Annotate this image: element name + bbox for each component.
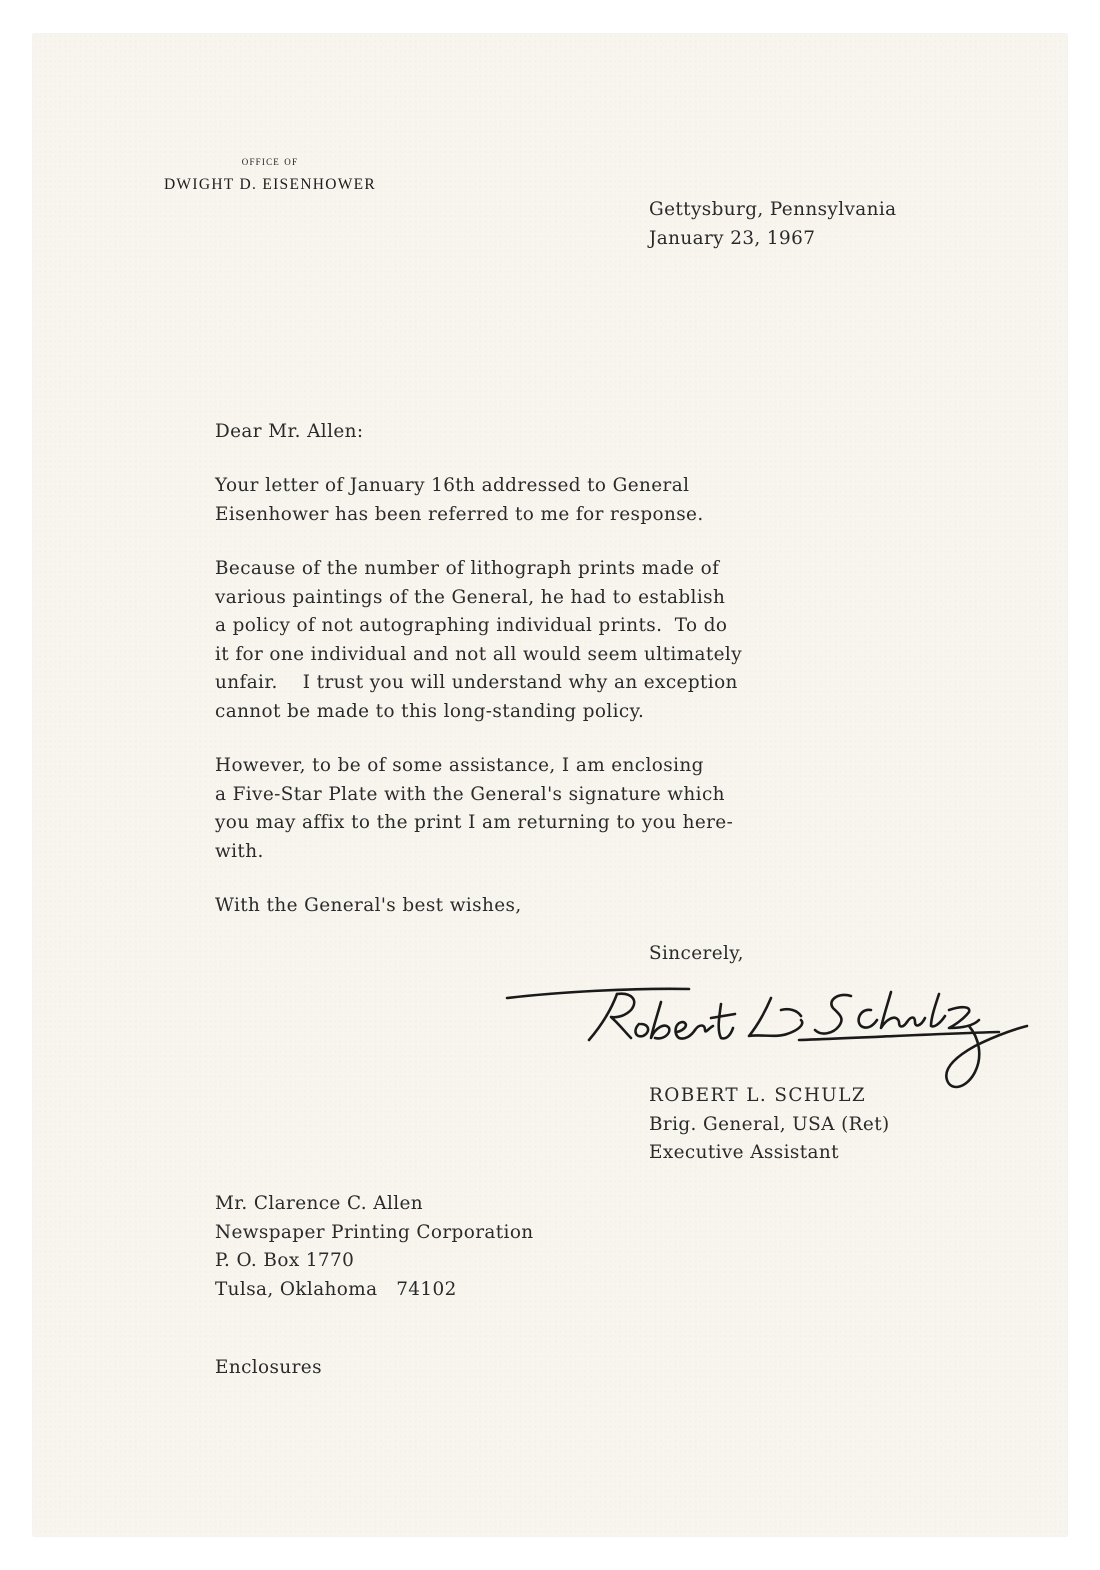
body-paragraph-3: However, to be of some assistance, I am enclosing a Five-Star Plate with the General's signature which you may affix to the print I am returning to you here- with. <box>215 755 734 862</box>
letter-body <box>215 472 915 947</box>
recipient-line-3: P. O. Box 1770 <box>215 1250 355 1271</box>
complimentary-close: Sincerely, <box>649 943 744 964</box>
signer-name: ROBERT L. SCHULZ <box>649 1085 867 1106</box>
letterhead-office: office of <box>241 154 299 168</box>
recipient-address <box>215 1190 534 1304</box>
letter-place: Gettysburg, Pennsylvania <box>649 199 897 220</box>
salutation: Dear Mr. Allen: <box>215 421 364 442</box>
signer-rank: Brig. General, USA (Ret) <box>649 1113 890 1135</box>
letterhead-name: DWIGHT D. EISENHOWER <box>163 176 377 193</box>
enclosures-note: Enclosures <box>215 1357 322 1378</box>
recipient-line-4: Tulsa, Oklahoma 74102 <box>215 1278 457 1300</box>
letter-date: January 23, 1967 <box>649 227 816 249</box>
signature-block <box>649 1082 890 1168</box>
recipient-line-1: Mr. Clarence C. Allen <box>215 1193 424 1214</box>
body-paragraph-1: Your letter of January 16th addressed to General Eisenhower has been referred to me for response. <box>215 475 704 525</box>
place-date-block <box>649 196 897 253</box>
body-paragraph-4: With the General's best wishes, <box>215 895 522 916</box>
signer-title: Executive Assistant <box>649 1142 839 1163</box>
letter-page <box>33 34 1067 1536</box>
letterhead <box>155 152 385 196</box>
body-paragraph-2: Because of the number of lithograph prints made of various paintings of the General, he had to establish a policy of not autographing individual prints. To do it for one individual and not all would seem ultimately unfair. I trust you will understand why an exception cannot be made to this long-standing policy. <box>215 558 742 722</box>
recipient-line-2: Newspaper Printing Corporation <box>215 1221 534 1243</box>
